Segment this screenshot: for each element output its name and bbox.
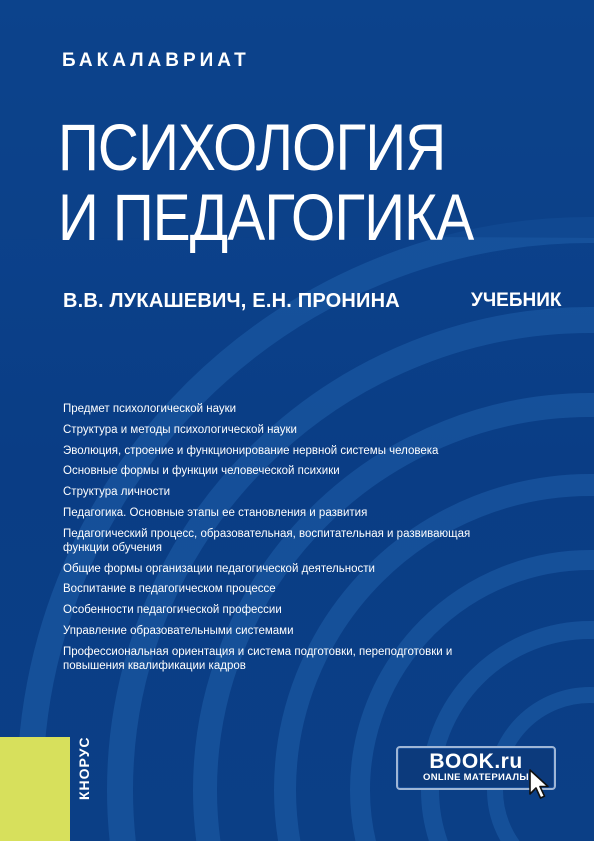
contents-item: Профессиональная ориентация и система подготовки, переподготовки и повышения квалификации кадров xyxy=(63,645,453,672)
book-title xyxy=(58,112,473,252)
book-title-line-2: И ПЕДАГОГИКА xyxy=(58,180,474,254)
contents-item: Структура и методы психологической науки xyxy=(63,423,297,436)
contents-item: Воспитание в педагогическом процессе xyxy=(63,583,276,596)
book-title-line-1: ПСИХОЛОГИЯ xyxy=(58,110,446,184)
contents-item: Эволюция, строение и функционирование нервной системы человека xyxy=(63,444,439,457)
contents-item: Общие формы организации педагогической деятельности xyxy=(63,562,375,575)
contents-list xyxy=(63,402,503,680)
contents-item: Структура личности xyxy=(63,486,171,499)
contents-item: Особенности педагогической профессии xyxy=(63,604,282,617)
authors: В.В. ЛУКАШЕВИЧ, Е.Н. ПРОНИНА xyxy=(63,290,400,312)
contents-item: Педагогика. Основные этапы ее становления и развития xyxy=(63,506,368,519)
badge-subtitle: ONLINE МАТЕРИАЛЫ xyxy=(423,772,529,783)
cursor-arrow-icon xyxy=(528,768,552,802)
genre-label: УЧЕБНИК xyxy=(471,290,562,311)
badge-title: BOOK.ru xyxy=(429,750,523,773)
color-band xyxy=(0,737,70,841)
contents-item: Предмет психологической науки xyxy=(63,403,237,415)
series-label: БАКАЛАВРИАТ xyxy=(62,50,250,71)
contents-item: Педагогический процесс, образовательная, воспитательная и развивающая функции обучения xyxy=(63,527,471,554)
contents-item: Основные формы и функции человеческой психики xyxy=(63,465,340,478)
contents-item: Управление образовательными системами xyxy=(63,624,294,637)
publisher-logo: КНОРУС xyxy=(76,736,92,800)
